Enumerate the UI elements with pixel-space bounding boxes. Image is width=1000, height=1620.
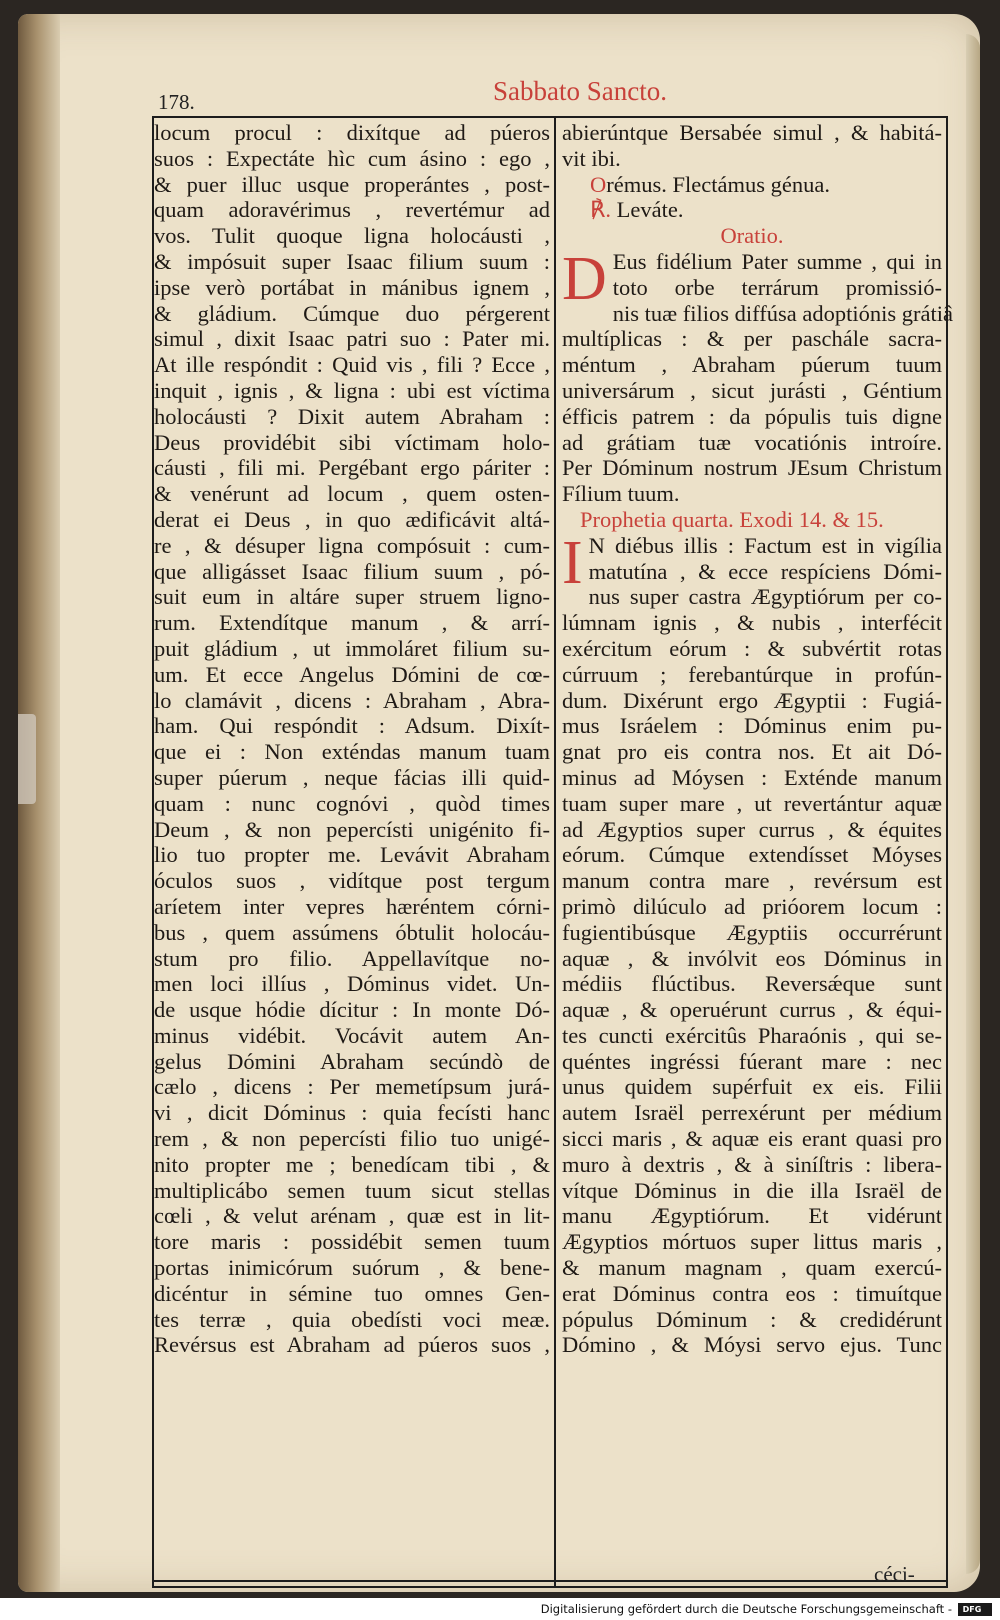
catchword: céci- [874,1562,915,1586]
text-line: minus vidébit. Vocávit autem An- [154,1022,550,1048]
text-line: super púerum , neque fácias illi quid- [154,764,550,790]
text-line: At ille respóndit : Quid vis , fili ? Ecce , [154,352,550,378]
text-line: vos. Tulit quoque ligna holocáusti , [154,223,550,249]
text-line: multiplicábo semen tuum sicut stellas [154,1177,550,1203]
text-line: dicéntur in sémine tuo omnes Gen- [154,1280,550,1306]
text-line: nus super castra Ægyptiórum per co- [588,584,942,610]
text-line: derat ei Deus , in quo ædificávit altá- [154,506,550,532]
text-line: primò dilúculo ad prióorem locum : [562,893,942,919]
text-line: quéntes ingréssi fúerant mare : nec [562,1048,942,1074]
page-tab [18,714,36,804]
text-line: manum contra mare , revérsum est [562,868,942,894]
text-line: matutína , & ecce respíciens Dómi- [588,558,942,584]
oratio-paragraph [562,244,953,507]
text-line: suit eum in altáre super struem ligno- [154,584,550,610]
text-line: portas inimicórum suórum , & bene- [154,1255,550,1281]
text-line: aquæ , & invólvit eos Dóminus in [562,945,942,971]
text-line: tuam super mare , ut revertántur aquæ [562,790,942,816]
text-line: & puer illuc usque properántes , post- [154,171,550,197]
text-line: puit gládium , ut immoláret filium su- [154,635,550,661]
text-line: re , & désuper ligna compósuit : cum- [154,532,550,558]
text-line: ad grátiam tuæ vocatiónis introíre. [562,429,942,455]
text-line: quam : nunc cognóvi , quòd times [154,790,550,816]
text-line: men loci illíus , Dóminus videt. Un- [154,971,550,997]
text-line: aríetem inter vepres hæréntem córni- [154,893,550,919]
text-line: lio tuo propter me. Levávit Abraham [154,842,550,868]
dfg-logo-icon: DFG [958,1603,992,1616]
text-line: aquæ , & operuérunt currus , & équi- [562,997,942,1023]
text-line: eórum. Cúmque extendísset Móyses [562,842,942,868]
response-line [562,197,942,223]
oratio-heading: Oratio. [720,223,784,249]
text-line: inquit , ignis , & ligna : ubi est víctima [154,377,550,403]
prophecy-heading: Prophetia quarta. Exodi 14. & 15. [580,506,884,532]
oremus-initial: O [590,171,607,197]
text-line: Deum , & non pepercísti unigénito fi- [154,816,550,842]
text-line: unus quidem supérfuit ex eis. Filii [562,1074,942,1100]
text-line: óculos suos , vidítque post tergum [154,868,550,894]
text-line: lúmnam ignis , & nubis , interfécit [562,610,942,636]
text-line: erat Dóminus contra eos : timuítque [562,1280,942,1306]
column-divider [554,116,556,1588]
text-line: cúrruum ; ferebantúrque in profún- [562,661,942,687]
text-line: dum. Dixérunt ergo Ægyptii : Fugiá- [562,687,942,713]
text-line: N diébus illis : Factum est in vigília [588,532,942,558]
text-line: toto orbe terrárum promissió- [612,274,942,300]
digitization-footer [0,1598,1000,1620]
page-edge [966,34,980,1574]
text-line: autem Israël perrexérunt per médium [562,1100,942,1126]
text-line: & venérunt ad locum , quem osten- [154,481,550,507]
text-line: quam adoravérimus , revertémur ad [154,197,550,223]
frame-bottom-rule [152,1580,948,1582]
text-line: Fílium tuum. [562,481,680,507]
text-line: lo clamávit , dicens : Abraham , Abra- [154,687,550,713]
text-line: gnat pro eis contra nos. Et ait Dó- [562,739,942,765]
text-line: exércitum eórum : & subvértit rotas [562,635,942,661]
text-line: stum pro filio. Appellavítque no- [154,945,550,971]
text-line: que ei : Non exténdas manum tuam [154,739,550,765]
text-line: éfficis patrem : da pópulis tuis digne [562,403,942,429]
prophecy-paragraph [562,528,942,1359]
text-line: fugientibúsque Ægyptiis occurrérunt [562,919,942,945]
text-line: cœli , & velut arénam , quæ est in lit- [154,1203,550,1229]
text-line: tes cuncti exércitûs Pharaónis , qui se- [562,1022,942,1048]
text-line: cælo , dicens : Per memetípsum jurá- [154,1074,550,1100]
text-line: méntum , Abraham púerum tuum [562,352,942,378]
text-line: rem , & non pepercísti filio tuo unigé- [154,1126,550,1152]
text-line: holocáusti ? Dixit autem Abraham : [154,403,550,429]
text-line: abierúntque Bersabée simul , & habitá- [562,120,942,145]
text-line: rum. Extendítque manum , & arrí- [154,610,550,636]
text-line: & manum magnam , quam exercú- [562,1255,942,1281]
text-line: mus Isráelem : Dóminus enim pu- [562,713,942,739]
response-text: Leváte. [616,197,684,223]
prophecy-drop-cap: I [562,528,583,597]
text-line: vítque Dóminus in die illa Israël de [562,1177,942,1203]
running-head: Sabbato Sancto. [493,76,667,106]
response-mark: ℟. [590,197,612,223]
text-line: tore maris : possidébit semen tuum [154,1229,550,1255]
text-line: gelus Dómini Abraham secúndò de [154,1048,550,1074]
text-line: universárum , sicut jurásti , Géntium [562,377,942,403]
text-line: Revérsus est Abraham ad púeros suos , [154,1332,550,1358]
oratio-drop-cap: D [562,244,607,313]
text-line: multíplicas : & per paschále sacra- [562,326,942,352]
text-line: muro à dextris , & à siníſtris : libera- [562,1151,942,1177]
text-line: locum procul : dixítque ad púeros [154,120,550,145]
text-line: nito propter me ; benedícam tibi , & [154,1151,550,1177]
text-line: nis tuæ filios diffúsa adoptiónis grátiâ [612,300,953,326]
text-line: pópulus Dóminum : & credidérunt [562,1306,942,1332]
text-line: ipse verò portábat in mánibus ignem , [154,274,550,300]
text-line: que alligásset Isaac filium suum , pó- [154,558,550,584]
footer-credit: Digitalisierung gefördert durch die Deutsche Forschungsgemeinschaft - [540,1602,952,1616]
text-line: médiis flúctibus. Reversǽque sunt [562,971,942,997]
intro-lines [562,120,942,172]
text-line: sicci maris , & aquæ eis erant quasi pro [562,1126,942,1152]
right-column [562,120,953,1358]
text-line: & gládium. Cúmque duo pérgerent [154,300,550,326]
text-line: minus ad Móysen : Exténde manum [562,764,942,790]
oremus-text: rémus. Flectámus génua. [606,171,830,197]
text-line: de usque hódie dícitur : In monte Dó- [154,997,550,1023]
prophecy-lines [562,528,942,1359]
text-line: tes terræ , quia obedísti voci meæ. [154,1306,550,1332]
text-line: Per Dóminum nostrum JEsum Christum [562,455,942,481]
folio-number: 178. [158,90,195,114]
text-line: ham. Qui respóndit : Adsum. Dixít- [154,713,550,739]
text-line: suos : Expectáte hìc cum ásino : ego , [154,145,550,171]
text-line: ad Ægyptios super currus , & équites [562,816,942,842]
oratio-lines [562,244,953,507]
text-line: Ægyptios mórtuos super littus maris , [562,1229,942,1255]
oremus-line [562,172,942,198]
text-line: bus , quem assúmens óbtulit holocáu- [154,919,550,945]
text-line: Dómino , & Móysi servo ejus. Tunc [562,1332,942,1358]
text-line: manu Ægyptiórum. Et vidérunt [562,1203,942,1229]
text-line: & impósuit super Isaac filium suum : [154,248,550,274]
left-column [154,120,550,1358]
text-line: vi , dicit Dóminus : quia fecísti hanc [154,1100,550,1126]
text-line: Deus providébit sibi víctimam holo- [154,429,550,455]
text-line: um. Et ecce Angelus Dómini de cœ- [154,661,550,687]
text-line: simul , dixit Isaac patri suo : Pater mi. [154,326,550,352]
text-line: vit ibi. [562,145,621,171]
text-line: Eus fidélium Pater summe , qui in [612,248,942,274]
text-line: cáusti , fili mi. Pergébant ergo páriter : [154,455,550,481]
